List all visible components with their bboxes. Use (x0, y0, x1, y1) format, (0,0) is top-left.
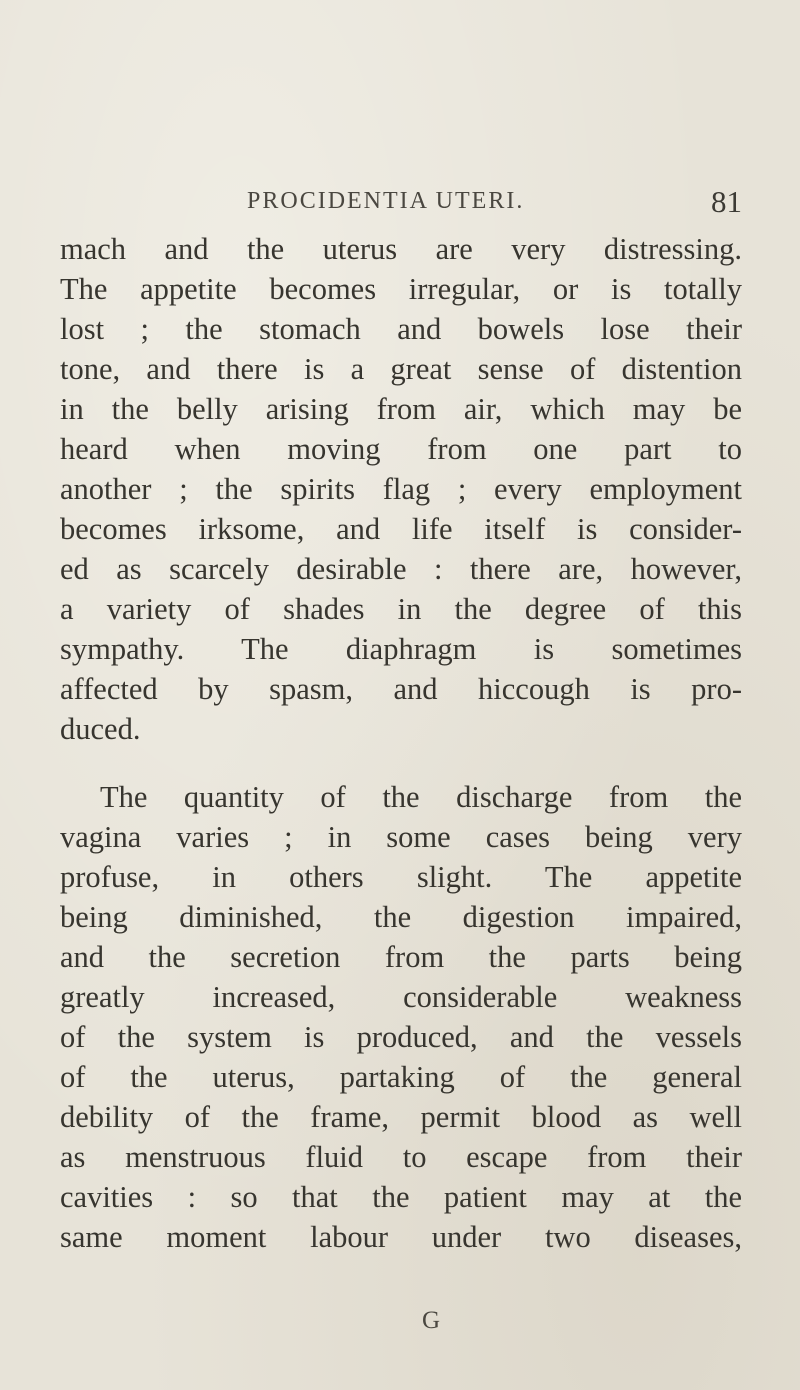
paragraph-2 (60, 777, 742, 1257)
text-line: same moment labour under two diseases, (60, 1220, 742, 1254)
text-line: and the secretion from the parts being (60, 940, 742, 974)
text-line: vagina varies ; in some cases being very (60, 820, 742, 854)
text-line: cavities : so that the patient may at the (60, 1180, 742, 1214)
text-line: debility of the frame, permit blood as well (60, 1100, 742, 1134)
running-head (247, 184, 742, 228)
text-line: becomes irksome, and life itself is consider- (60, 512, 742, 546)
text-line: affected by spasm, and hiccough is pro- (60, 672, 742, 706)
text-line: heard when moving from one part to (60, 432, 742, 466)
text-line: mach and the uterus are very distressing. (60, 232, 742, 266)
running-title: PROCIDENTIA UTERI. (247, 188, 525, 214)
signature-mark: G (422, 1307, 441, 1334)
text-line: The appetite becomes irregular, or is totally (60, 272, 742, 306)
text-line: profuse, in others slight. The appetite (60, 860, 742, 894)
text-line: as menstruous fluid to escape from their (60, 1140, 742, 1174)
text-line: ed as scarcely desirable : there are, however, (60, 552, 742, 586)
text-line: being diminished, the digestion impaired, (60, 900, 742, 934)
text-line: lost ; the stomach and bowels lose their (60, 312, 742, 346)
text-line: of the system is produced, and the vessels (60, 1020, 742, 1054)
text-line: of the uterus, partaking of the general (60, 1060, 742, 1094)
text-line: sympathy. The diaphragm is sometimes (60, 632, 742, 666)
text-line: in the belly arising from air, which may be (60, 392, 742, 426)
text-line: duced. (60, 712, 141, 746)
text-line: another ; the spirits flag ; every employment (60, 472, 742, 506)
page-number: 81 (711, 184, 742, 219)
text-line: a variety of shades in the degree of this (60, 592, 742, 626)
paragraph-1 (60, 229, 742, 749)
text-line: The quantity of the discharge from the (100, 780, 742, 814)
text-line: greatly increased, considerable weakness (60, 980, 742, 1014)
text-line: tone, and there is a great sense of distention (60, 352, 742, 386)
